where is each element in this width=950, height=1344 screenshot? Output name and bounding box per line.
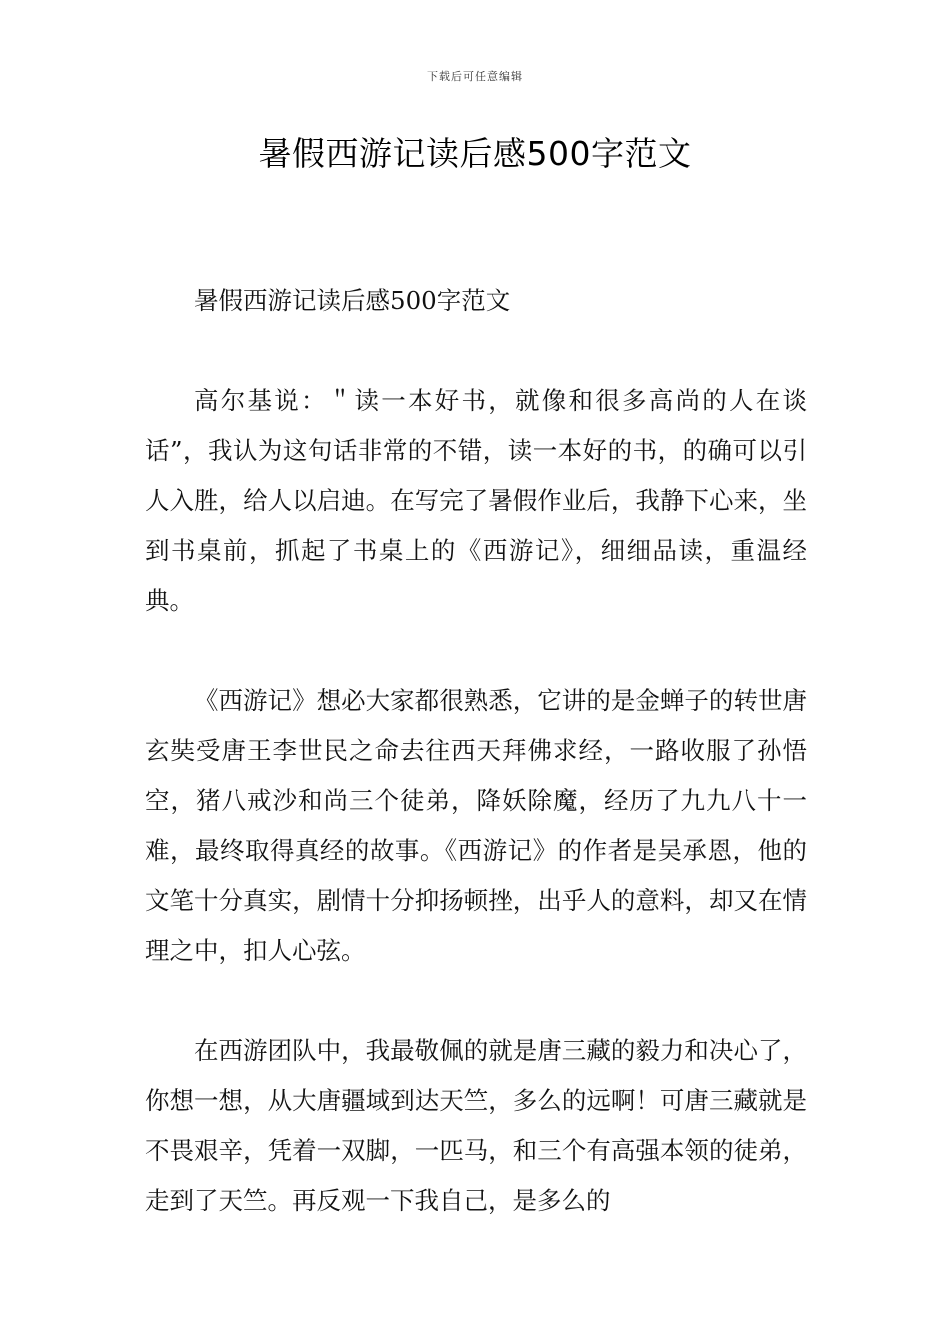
paragraph-2: 《西游记》想必大家都很熟悉，它讲的是金蝉子的转世唐玄奘受唐王李世民之命去往西天拜佛求经，一路收服了孙悟空，猪八戒沙和尚三个徒弟，降妖除魔，经历了九九八十一难，最终取得真经的故事。《西游记》的作者是吴承恩，他的文笔十分真实，剧情十分抑扬顿挫，出乎人的意料，却又在情理之中，扣人心弦。 (145, 686, 807, 965)
paragraph-1: 高尔基说：＂读一本好书，就像和很多高尚的人在谈话”，我认为这句话非常的不错，读一本好的书，的确可以引人入胜，给人以启迪。在写完了暑假作业后，我静下心来，坐到书桌前，抓起了书桌上的《西游记》，细细品读，重温经典。 (145, 386, 807, 615)
document-body (145, 276, 807, 1276)
body-subtitle: 暑假西游记读后感500字范文 (194, 286, 511, 315)
paragraph-3: 在西游团队中，我最敬佩的就是唐三藏的毅力和决心了，你想一想，从大唐疆域到达天竺，多么的远啊！可唐三藏就是不畏艰辛，凭着一双脚，一匹马，和三个有高强本领的徒弟，走到了天竺。再反观一下我自己，是多么的 (145, 1036, 807, 1215)
header-note: 下载后可任意编辑 (427, 70, 523, 83)
document-title: 暑假西游记读后感500字范文 (258, 134, 692, 173)
